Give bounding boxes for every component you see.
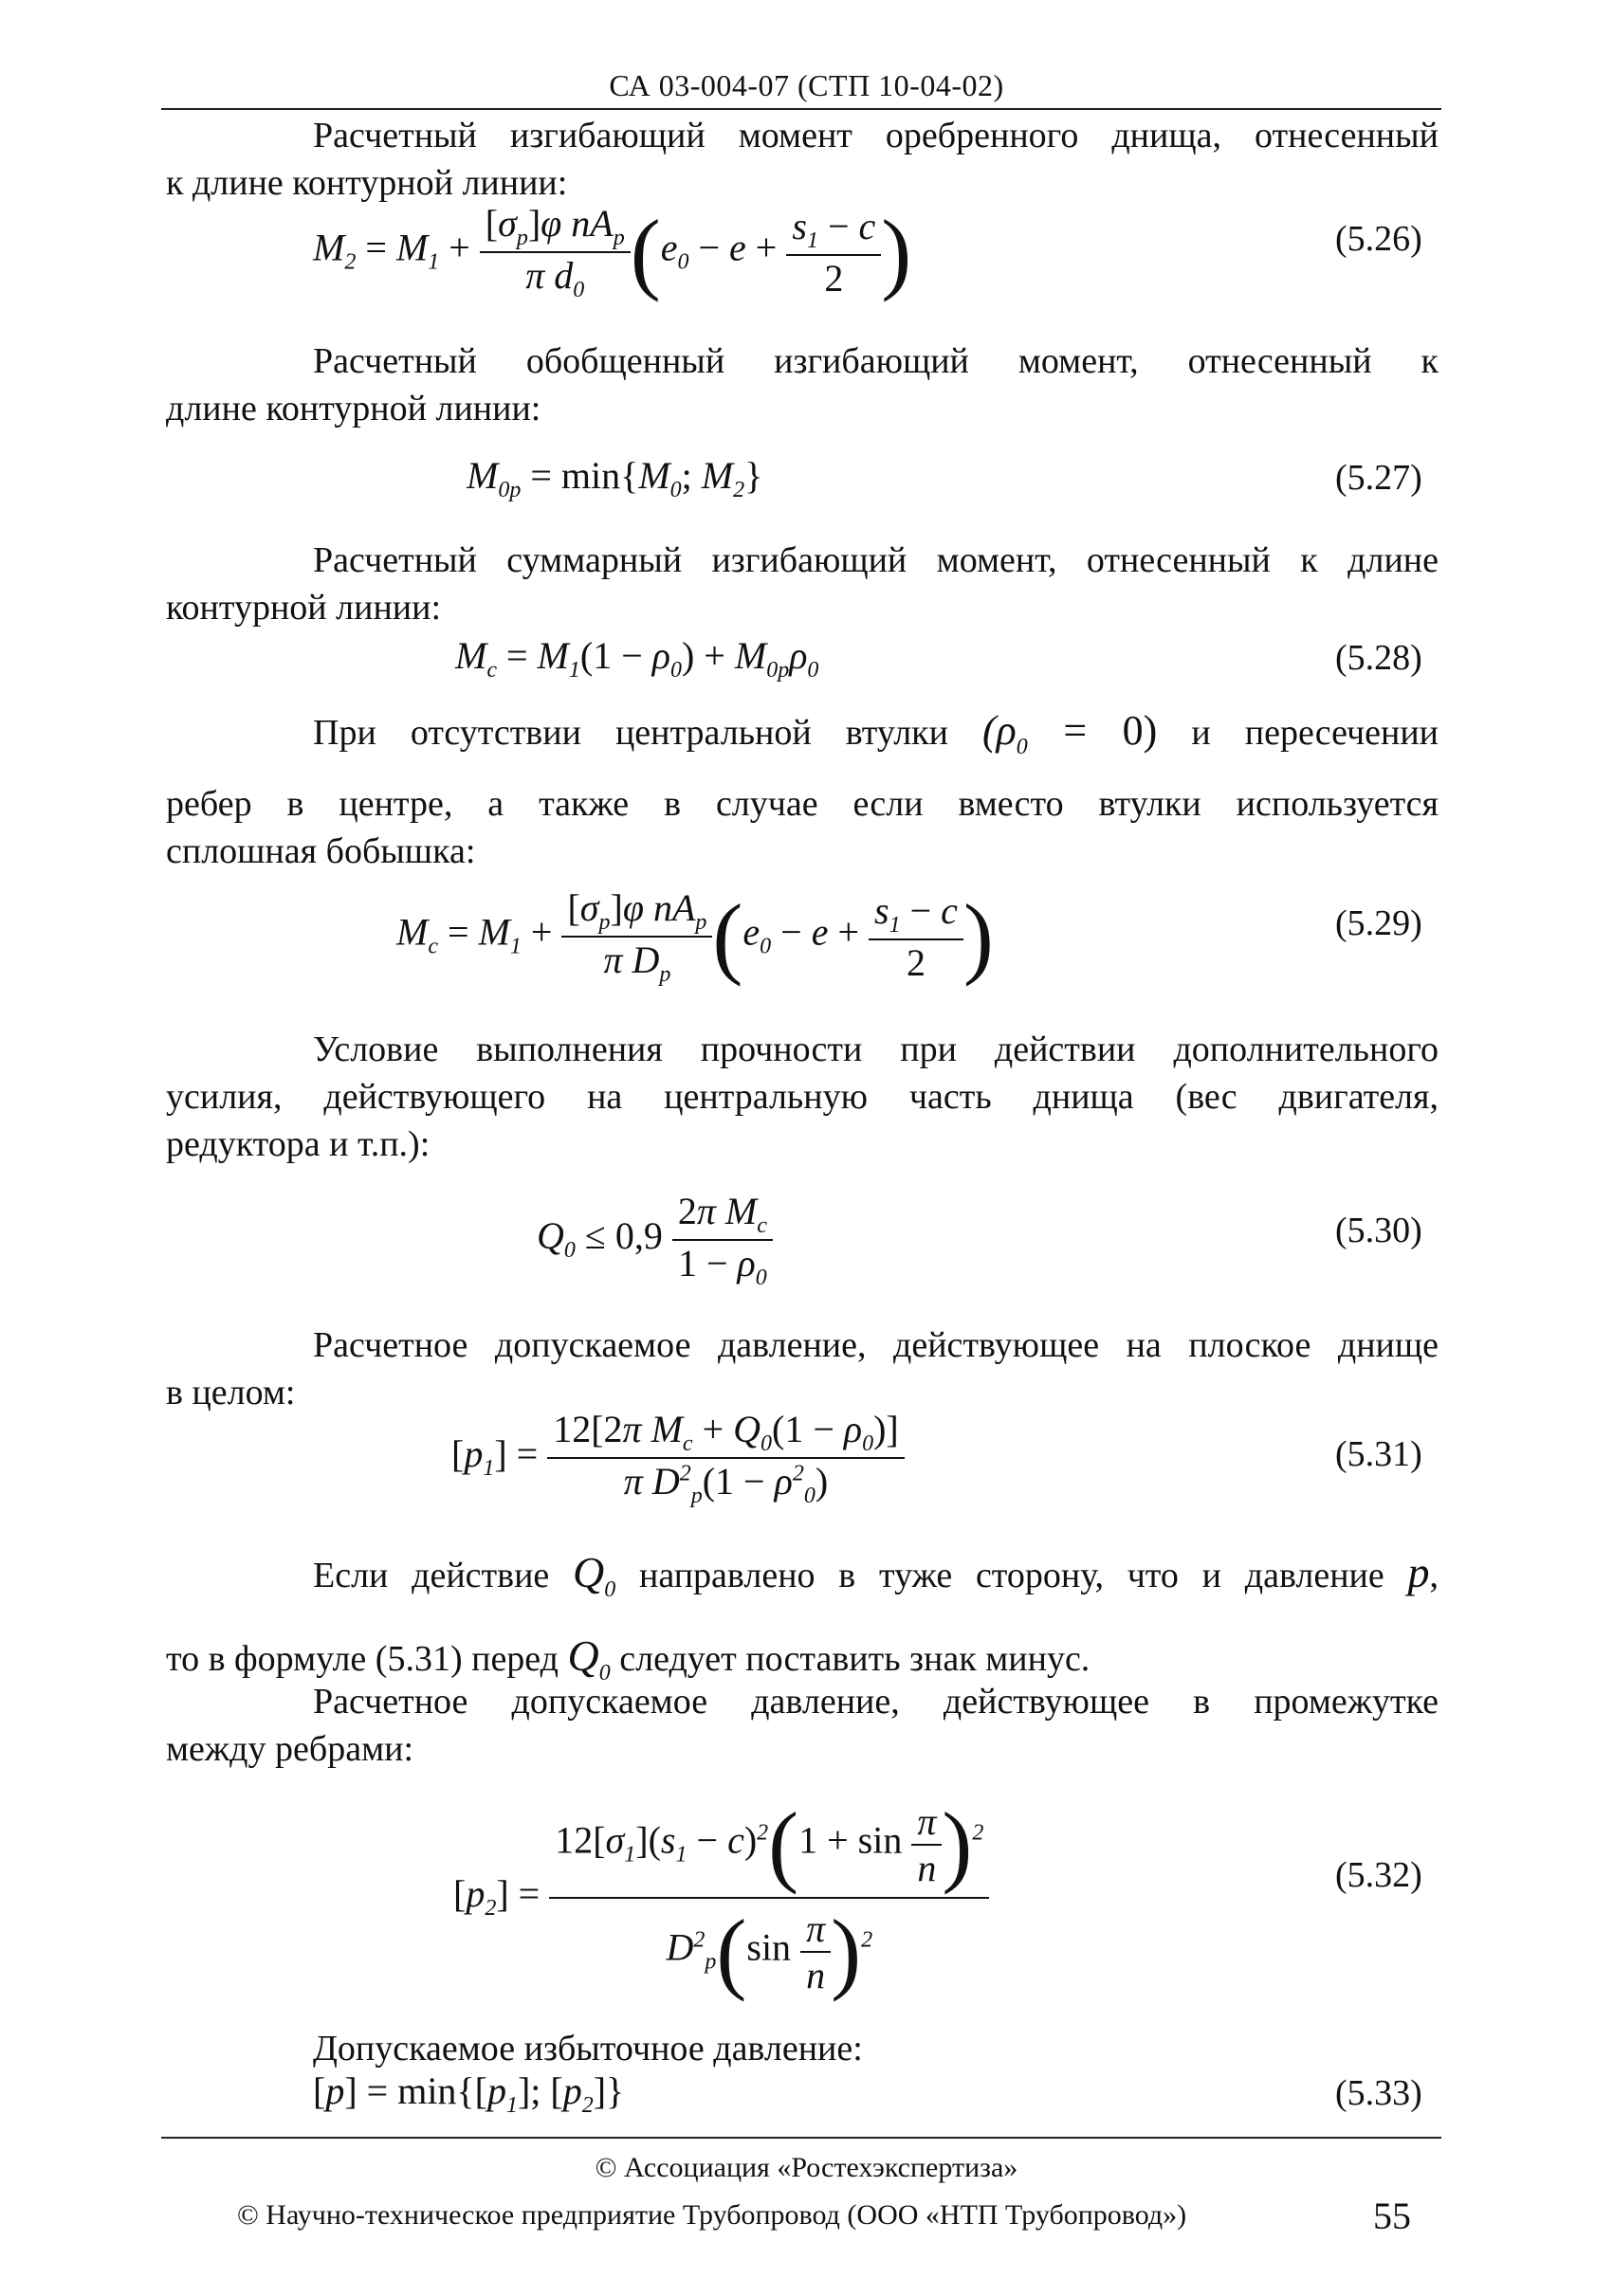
paragraph-total-moment <box>166 537 1439 631</box>
paragraph-generalized-moment <box>166 337 1439 432</box>
equation-number-5-30: (5.30) <box>1335 1211 1422 1250</box>
text-line: ребер в центре, а также в случае если вместо втулки используется <box>166 783 1439 824</box>
formula-5-27: $M_{0p} = \min\{M_0$; $M_2$} <box>467 454 763 502</box>
footer-enterprise: © Научно-техническое предприятие Трубопровод (ООО «НТП Трубопровод») <box>237 2199 1187 2231</box>
formula-5-31: $[p_1]$ = $\frac{12[2\pi M_c + Q_0(1 - \rho_0)]}{\pi D^2_p(1 - \rho^2_0)}$ <box>451 1407 905 1509</box>
text-fragment: направлено в туже сторону, что и давление <box>639 1556 1384 1595</box>
text-fragment: При отсутствии центральной втулки <box>313 713 948 753</box>
paragraph-bending-moment <box>166 112 1439 207</box>
formula-5-28: $M_c = M_1(1 - \rho_0) + M_{0p}\rho_0$ <box>455 634 819 683</box>
equation-number-5-31: (5.31) <box>1335 1434 1422 1474</box>
text-fragment: Если действие <box>313 1556 550 1595</box>
inline-symbol-q0: $Q_0$ <box>573 1548 616 1603</box>
text-fragment: следует поставить знак минус. <box>619 1639 1091 1680</box>
text-fragment: то в формуле (5.31) перед <box>166 1639 559 1680</box>
formula-5-29: $M_c = M_1$ + $\frac{[\sigma_p]\varphi nA_p}{\pi D_p}$ ($e_0 - e$ + $\frac{s_1 - c}{2}$ ) <box>396 885 994 987</box>
paragraph-between-ribs <box>166 1678 1439 1773</box>
text-line: Расчетный суммарный изгибающий момент, отнесенный к длине <box>313 540 1439 580</box>
paragraph-no-hub <box>166 707 1439 875</box>
text-line: редуктора и т.п.): <box>166 1124 431 1164</box>
equation-number-5-29: (5.29) <box>1335 903 1422 943</box>
paragraph-strength-condition <box>166 1026 1439 1168</box>
text-line: усилия, действующего на центральную часть днища (вес двигателя, <box>166 1077 1439 1117</box>
text-line: в целом: <box>166 1373 296 1412</box>
formula-5-30: $Q_0 \le 0,9$ $\frac{2\pi M_c}{1 - \rho_0}$ <box>537 1189 773 1291</box>
text-line: к длине контурной линии: <box>166 163 568 203</box>
equation-number-5-28: (5.28) <box>1335 638 1422 678</box>
formula-5-33: $[p] = \min\{[p_1]$; $[p_2]$} <box>313 2069 625 2118</box>
equation-number-5-27: (5.27) <box>1335 458 1422 498</box>
header-rule <box>161 108 1441 110</box>
text-line: Расчетный обобщенный изгибающий момент, отнесенный к <box>313 341 1439 381</box>
page-number: 55 <box>1373 2195 1411 2237</box>
footer-rule <box>161 2137 1441 2139</box>
text-line: сплошная бобышка: <box>166 830 476 871</box>
inline-symbol-p: p <box>1407 1548 1430 1596</box>
text-line: между ребрами: <box>166 1729 414 1769</box>
formula-5-26: $M_2 = M_1$ + $\frac{[\sigma_p]\varphi nA_p}{\pi d_0}$ ($e_0 - e$ + $\frac{s_1 - c}{2}$ ) <box>313 201 912 302</box>
text-line: контурной линии: <box>166 588 442 628</box>
text-line: длине контурной линии: <box>166 389 541 428</box>
inline-formula-rho-zero: $(\rho_0 = 0)$ <box>982 707 1158 759</box>
text-line <box>166 707 1439 771</box>
equation-number-5-26: (5.26) <box>1335 219 1422 259</box>
footer-association: © Ассоциация «Ростехэкспертиза» <box>595 2152 1018 2183</box>
text-line: Если действие $Q_0$ направлено в туже сторону, что и давление p, <box>313 1548 1439 1603</box>
equation-number-5-32: (5.32) <box>1335 1855 1422 1895</box>
text-fragment: и пересечении <box>1191 713 1439 753</box>
inline-symbol-q0: $Q_0$ <box>567 1631 611 1686</box>
paragraph-allowable-pressure <box>166 1321 1439 1416</box>
text-line: Расчетное допускаемое давление, действующее в промежутке <box>313 1682 1439 1722</box>
text-line: Расчетный изгибающий момент оребренного днища, отнесенный <box>313 116 1439 155</box>
equation-number-5-33: (5.33) <box>1335 2073 1422 2113</box>
document-code-header: СА 03-004-07 (СТП 10-04-02) <box>609 68 1004 102</box>
text-line: Допускаемое избыточное давление: <box>313 2029 863 2068</box>
paragraph-excess-pressure <box>166 2025 1439 2072</box>
text-line: Условие выполнения прочности при действии дополнительного <box>313 1030 1439 1069</box>
text-line: Расчетное допускаемое давление, действующее на плоское днище <box>313 1325 1439 1365</box>
formula-5-32: $[p_2]$ = $12[\sigma_1](s_1 - c)^2(1 + \sin$ $\frac{\pi}{n}$ )$^2$ $D^2_p(\sin$ $\frac{\pi}{n}$ )$^2$ <box>453 1792 989 2004</box>
